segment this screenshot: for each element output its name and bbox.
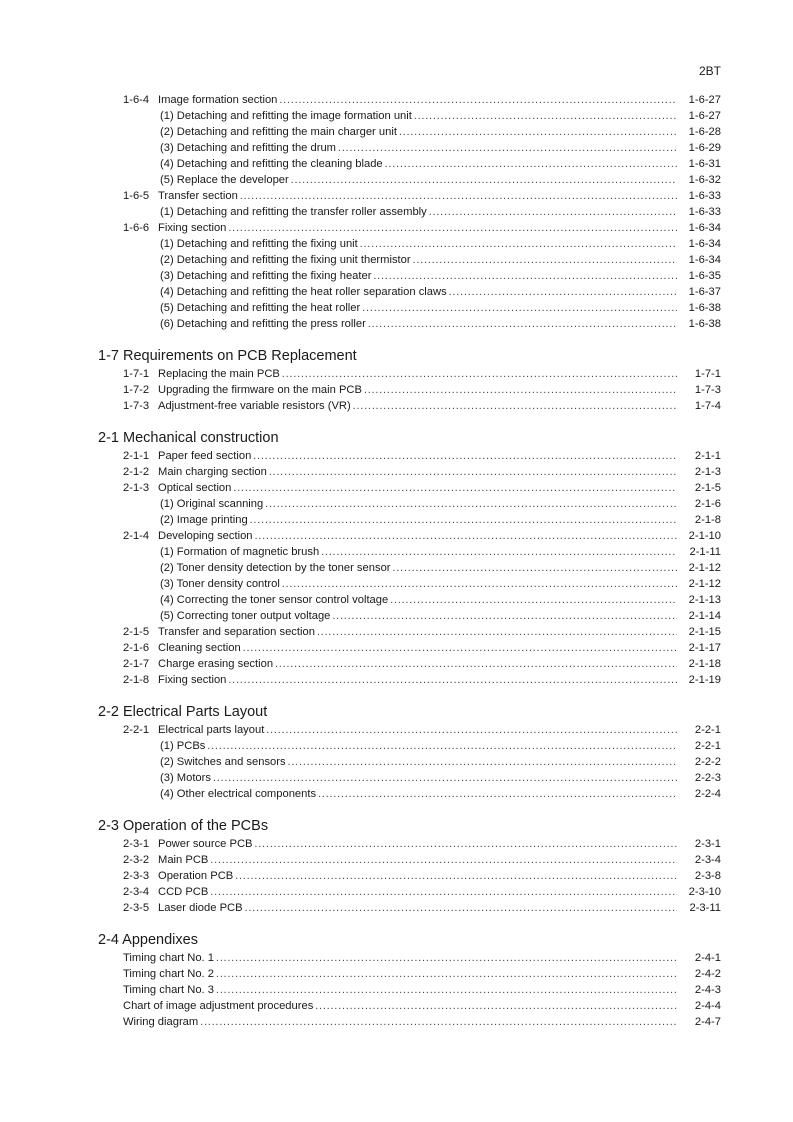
toc-subentry[interactable] xyxy=(0,560,793,576)
toc-entry-page: 1-7-4 xyxy=(677,398,721,414)
toc-entry-page: 2-2-3 xyxy=(677,770,721,786)
toc-entry-title: Adjustment-free variable resistors (VR) . . . xyxy=(158,398,678,414)
toc-entry-title: (3) Motors . . . xyxy=(160,770,678,786)
toc-subentry[interactable] xyxy=(0,284,793,300)
toc-entry-page: 2-1-1 xyxy=(677,448,721,464)
toc-entry-title: (5) Replace the developer . . . xyxy=(160,172,678,188)
toc-entry-page: 2-1-3 xyxy=(677,464,721,480)
toc-subentry[interactable] xyxy=(0,754,793,770)
toc-entry[interactable] xyxy=(0,528,793,544)
toc-entry-title: Chart of image adjustment procedures . . . xyxy=(123,998,678,1014)
toc-entry-number: 2-3-5 xyxy=(123,902,150,914)
toc-entry-number: 1-6-4 xyxy=(123,94,150,106)
toc-entry-title: Charge erasing section . . . xyxy=(158,656,678,672)
document-id: 2BT xyxy=(698,64,721,78)
toc-entry[interactable] xyxy=(0,382,793,398)
toc-entry[interactable] xyxy=(0,836,793,852)
toc-entry-title: (2) Switches and sensors . . . xyxy=(160,754,678,770)
toc-entry[interactable] xyxy=(0,998,793,1014)
toc-entry[interactable] xyxy=(0,188,793,204)
toc-entry-page: 2-2-4 xyxy=(677,786,721,802)
toc-entry-number: 2-3-4 xyxy=(123,886,150,898)
toc-entry-title: (3) Detaching and refitting the drum . . . xyxy=(160,140,678,156)
toc-entry-title: (2) Detaching and refitting the fixing unit thermistor . . . xyxy=(160,252,678,268)
toc-entry-title: (5) Correcting toner output voltage . . . xyxy=(160,608,678,624)
toc-entry-title: (1) Formation of magnetic brush . . . xyxy=(160,544,678,560)
toc-entry-number: 2-1-7 xyxy=(123,658,150,670)
toc-subentry[interactable] xyxy=(0,156,793,172)
toc-entry-title: (1) Detaching and refitting the transfer roller assembly . . . xyxy=(160,204,678,220)
toc-entry-page: 2-4-1 xyxy=(677,950,721,966)
toc-entry-title: (4) Other electrical components . . . xyxy=(160,786,678,802)
toc-entry-title: (5) Detaching and refitting the heat roller . . . xyxy=(160,300,678,316)
toc-entry-page: 2-4-2 xyxy=(677,966,721,982)
toc-subentry[interactable] xyxy=(0,496,793,512)
toc-entry-title: Cleaning section . . . xyxy=(158,640,678,656)
toc-entry-page: 2-1-10 xyxy=(677,528,721,544)
toc-entry-number: 2-1-6 xyxy=(123,642,150,654)
toc-entry-title: (6) Detaching and refitting the press roller . . . xyxy=(160,316,678,332)
toc-entry[interactable] xyxy=(0,900,793,916)
toc-entry-page: 2-1-5 xyxy=(677,480,721,496)
toc-subentry[interactable] xyxy=(0,252,793,268)
toc-entry-title: Operation PCB . . . xyxy=(158,868,678,884)
toc-entry-title: (3) Detaching and refitting the fixing heater . . . xyxy=(160,268,678,284)
toc-entry-page: 2-2-1 xyxy=(677,722,721,738)
toc-entry-page: 2-1-11 xyxy=(677,544,721,560)
toc-entry-number: 1-7-2 xyxy=(123,384,150,396)
toc-entry-page: 2-1-14 xyxy=(677,608,721,624)
toc-entry-page: 2-1-8 xyxy=(677,512,721,528)
toc-subentry[interactable] xyxy=(0,608,793,624)
toc-entry-title: Transfer and separation section . . . xyxy=(158,624,678,640)
toc-entry[interactable] xyxy=(0,448,793,464)
toc-entry-page: 1-6-31 xyxy=(677,156,721,172)
toc-entry-page: 2-1-13 xyxy=(677,592,721,608)
toc-entry-page: 1-6-35 xyxy=(677,268,721,284)
toc-entry-page: 2-3-8 xyxy=(677,868,721,884)
toc-entry[interactable] xyxy=(0,92,793,108)
toc-entry-number: 1-7-3 xyxy=(123,400,150,412)
toc-entry-number: 1-7-1 xyxy=(123,368,150,380)
chapter-heading[interactable]: 2-2 Electrical Parts Layout xyxy=(98,704,268,720)
toc-entry-page: 2-1-12 xyxy=(677,560,721,576)
toc-entry-page: 1-6-33 xyxy=(677,204,721,220)
toc-entry-title: Power source PCB . . . xyxy=(158,836,678,852)
toc-entry-page: 2-4-3 xyxy=(677,982,721,998)
toc-entry-number: 1-6-6 xyxy=(123,222,150,234)
toc-subentry[interactable] xyxy=(0,140,793,156)
toc-subentry[interactable] xyxy=(0,738,793,754)
toc-entry-title: Fixing section . . . xyxy=(158,220,678,236)
toc-entry-page: 1-6-28 xyxy=(677,124,721,140)
toc-entry-title: (2) Toner density detection by the toner sensor . . . xyxy=(160,560,678,576)
toc-entry-title: (4) Detaching and refitting the heat roller separation claws . . . xyxy=(160,284,678,300)
toc-entry-number: 2-3-1 xyxy=(123,838,150,850)
toc-entry[interactable] xyxy=(0,966,793,982)
table-of-contents xyxy=(0,92,793,1030)
toc-entry-title: (2) Detaching and refitting the main charger unit . . . xyxy=(160,124,678,140)
toc-entry-title: Laser diode PCB . . . xyxy=(158,900,678,916)
toc-entry[interactable] xyxy=(0,398,793,414)
toc-entry-page: 2-4-4 xyxy=(677,998,721,1014)
toc-entry-title: (1) Original scanning . . . xyxy=(160,496,678,512)
toc-subentry[interactable] xyxy=(0,236,793,252)
toc-entry-number: 2-3-2 xyxy=(123,854,150,866)
toc-subentry[interactable] xyxy=(0,108,793,124)
toc-subentry[interactable] xyxy=(0,124,793,140)
toc-entry-title: (2) Image printing . . . xyxy=(160,512,678,528)
toc-entry[interactable] xyxy=(0,884,793,900)
toc-entry-page: 1-6-34 xyxy=(677,220,721,236)
toc-entry-number: 2-2-1 xyxy=(123,724,150,736)
toc-entry[interactable] xyxy=(0,982,793,998)
toc-entry-title: (1) PCBs . . . xyxy=(160,738,678,754)
toc-entry-page: 1-6-33 xyxy=(677,188,721,204)
toc-subentry[interactable] xyxy=(0,172,793,188)
toc-entry[interactable] xyxy=(0,366,793,382)
toc-entry-title: Wiring diagram . . . xyxy=(123,1014,678,1030)
toc-entry-title: (3) Toner density control . . . xyxy=(160,576,678,592)
toc-subentry[interactable] xyxy=(0,204,793,220)
toc-entry-title: Timing chart No. 2 . . . xyxy=(123,966,678,982)
toc-entry-title: CCD PCB . . . xyxy=(158,884,678,900)
toc-entry[interactable] xyxy=(0,464,793,480)
toc-entry-title: Timing chart No. 3 . . . xyxy=(123,982,678,998)
toc-entry[interactable] xyxy=(0,950,793,966)
toc-subentry[interactable] xyxy=(0,770,793,786)
chapter-heading[interactable]: 2-1 Mechanical construction xyxy=(98,430,279,446)
toc-entry-number: 2-1-8 xyxy=(123,674,150,686)
toc-entry-page: 1-6-37 xyxy=(677,284,721,300)
toc-entry-title: Image formation section . . . xyxy=(158,92,678,108)
toc-entry[interactable] xyxy=(0,868,793,884)
toc-entry-page: 1-6-38 xyxy=(677,316,721,332)
toc-entry-number: 1-6-5 xyxy=(123,190,150,202)
toc-entry-title: Main charging section . . . xyxy=(158,464,678,480)
toc-entry-page: 1-6-32 xyxy=(677,172,721,188)
toc-entry-number: 2-1-1 xyxy=(123,450,150,462)
toc-entry-page: 1-6-38 xyxy=(677,300,721,316)
toc-entry[interactable] xyxy=(0,624,793,640)
toc-entry-title: (4) Correcting the toner sensor control voltage . . . xyxy=(160,592,678,608)
toc-entry-page: 2-1-17 xyxy=(677,640,721,656)
toc-entry-title: Transfer section . . . xyxy=(158,188,678,204)
toc-entry-number: 2-1-4 xyxy=(123,530,150,542)
toc-entry-title: Optical section . . . xyxy=(158,480,678,496)
toc-entry-title: (1) Detaching and refitting the fixing unit . . . xyxy=(160,236,678,252)
toc-entry-page: 1-6-27 xyxy=(677,92,721,108)
toc-entry-page: 2-1-18 xyxy=(677,656,721,672)
toc-entry-title: Timing chart No. 1 . . . xyxy=(123,950,678,966)
toc-entry-title: Electrical parts layout . . . xyxy=(158,722,678,738)
toc-entry-title: Paper feed section . . . xyxy=(158,448,678,464)
toc-entry-title: Replacing the main PCB . . . xyxy=(158,366,678,382)
toc-subentry[interactable] xyxy=(0,576,793,592)
toc-subentry[interactable] xyxy=(0,316,793,332)
chapter-heading[interactable]: 2-4 Appendixes xyxy=(98,932,198,948)
toc-entry-page: 2-3-11 xyxy=(677,900,721,916)
toc-entry[interactable] xyxy=(0,656,793,672)
toc-entry-page: 2-1-6 xyxy=(677,496,721,512)
toc-entry-number: 2-1-3 xyxy=(123,482,150,494)
toc-entry-title: (1) Detaching and refitting the image formation unit . . . xyxy=(160,108,678,124)
toc-entry-title: Fixing section . . . xyxy=(158,672,678,688)
toc-entry-page: 1-6-34 xyxy=(677,236,721,252)
toc-entry-page: 2-4-7 xyxy=(677,1014,721,1030)
toc-entry-title: Main PCB . . . xyxy=(158,852,678,868)
toc-entry[interactable] xyxy=(0,480,793,496)
toc-entry-page: 2-3-4 xyxy=(677,852,721,868)
toc-subentry[interactable] xyxy=(0,512,793,528)
toc-entry-number: 2-1-2 xyxy=(123,466,150,478)
toc-subentry[interactable] xyxy=(0,268,793,284)
toc-entry[interactable] xyxy=(0,640,793,656)
toc-entry-page: 2-1-12 xyxy=(677,576,721,592)
toc-entry[interactable] xyxy=(0,1014,793,1030)
toc-entry-title: Upgrading the firmware on the main PCB . . . xyxy=(158,382,678,398)
toc-entry-page: 2-2-2 xyxy=(677,754,721,770)
chapter-heading[interactable]: 2-3 Operation of the PCBs xyxy=(98,818,269,834)
chapter-heading[interactable]: 1-7 Requirements on PCB Replacement xyxy=(98,348,357,364)
toc-entry-title: (4) Detaching and refitting the cleaning blade . . . xyxy=(160,156,678,172)
toc-entry[interactable] xyxy=(0,852,793,868)
toc-entry[interactable] xyxy=(0,672,793,688)
toc-entry-page: 2-3-1 xyxy=(677,836,721,852)
toc-entry[interactable] xyxy=(0,722,793,738)
toc-entry-page: 1-6-29 xyxy=(677,140,721,156)
toc-subentry[interactable] xyxy=(0,786,793,802)
toc-entry-number: 2-1-5 xyxy=(123,626,150,638)
toc-entry-page: 2-3-10 xyxy=(677,884,721,900)
toc-entry-page: 2-1-15 xyxy=(677,624,721,640)
toc-entry-title: Developing section . . . xyxy=(158,528,678,544)
toc-subentry[interactable] xyxy=(0,592,793,608)
toc-entry[interactable] xyxy=(0,220,793,236)
toc-entry-page: 1-6-27 xyxy=(677,108,721,124)
toc-entry-page: 2-1-19 xyxy=(677,672,721,688)
toc-subentry[interactable] xyxy=(0,300,793,316)
toc-entry-page: 1-7-1 xyxy=(677,366,721,382)
toc-entry-page: 1-6-34 xyxy=(677,252,721,268)
toc-subentry[interactable] xyxy=(0,544,793,560)
toc-entry-page: 1-7-3 xyxy=(677,382,721,398)
toc-entry-page: 2-2-1 xyxy=(677,738,721,754)
toc-entry-number: 2-3-3 xyxy=(123,870,150,882)
